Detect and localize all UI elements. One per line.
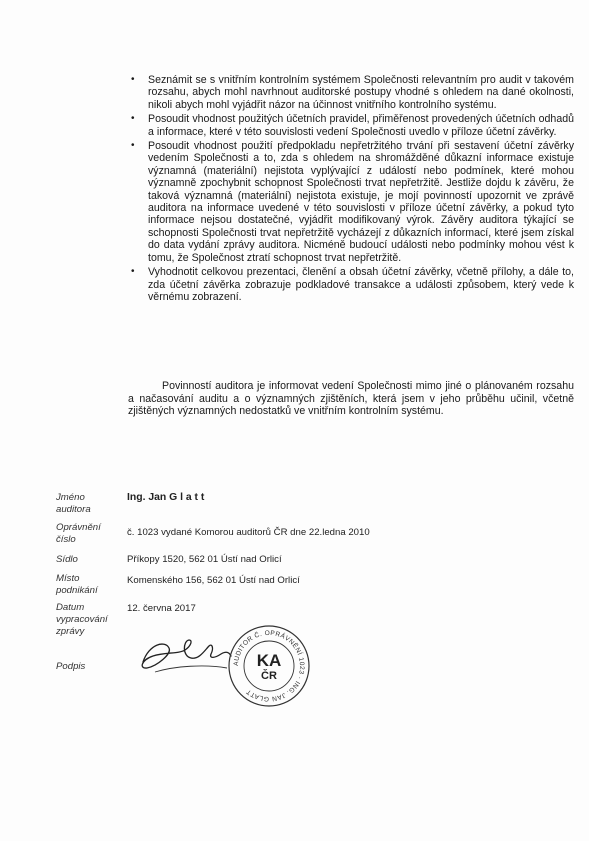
auditor-name-value: Ing. Jan G l a t t: [127, 492, 205, 503]
responsibility-list: [128, 74, 574, 305]
signature-label: Podpis: [56, 661, 86, 672]
list-item: [128, 266, 574, 303]
list-item-text: Posoudit vhodnost použití předpokladu nepřetržitého trvání při sestavení účetní závěrky vedením Společnosti a to, zda s ohledem na shromážděné důkazní informace existuje významná (materiální) nejistota vyplývající z událostí nebo podmínek, které mohou významně zpochybnit schopnost Společnosti trvat nepřetržitě. Jestliže dojdu k závěru, že taková významná (materiální) nejistota existuje, je mojí povinností upozornit ve zprávě auditora na informace uvedené v této souvislosti v příloze účetní závěrky, a pokud tyto informace nejsou dostatečné, vyjádřit modifikovaný výrok. Závěry auditora týkající se schopnosti Společnosti trvat nepřetržitě vycházejí z důkazních informací, které jsem získal do data vydání zprávy auditora. Nicméně budoucí události nebo podmínky mohou vést k tomu, že Společnost ztratí schopnost trvat nepřetržitě.: [148, 140, 574, 264]
bullet-icon: •: [131, 140, 135, 152]
report-date-value: 12. června 2017: [127, 603, 196, 614]
bullet-icon: •: [131, 74, 135, 85]
list-item-text: Vyhodnotit celkovou prezentaci, členění a obsah účetní závěrky, včetně přílohy, a dále to, zda účetní závěrka zobrazuje podkladové transakce a události způsobem, který vede k věrnému zobrazení.: [148, 266, 574, 303]
list-item: [128, 113, 574, 138]
list-item: [128, 140, 574, 264]
stamp-ring-text: AUDITOR Č. OPRÁVNĚNÍ 1023 · ING. JAN GLATT: [232, 629, 306, 703]
list-item: [128, 74, 574, 111]
bullet-icon: •: [131, 113, 135, 125]
handwritten-signature: [135, 632, 235, 678]
stamp-center-bottom: ČR: [261, 670, 277, 682]
stamp-center-top: KA: [256, 651, 282, 670]
seat-value: Příkopy 1520, 562 01 Ústí nad Orlicí: [127, 554, 282, 565]
closing-paragraph: Povinností auditora je informovat vedení Společnosti mimo jiné o plánovaném rozsahu a načasování auditu a o významných zjištěních, která jsem v jeho průběhu učinil, včetně zjištěných významných nedostatků ve vnitřním kontrolním systému.: [128, 380, 574, 418]
seat-label: Sídlo: [56, 554, 78, 565]
list-item-text: Posoudit vhodnost použitých účetních pravidel, přiměřenost provedených účetních odhadů a informace, které v této souvislosti vedení Společnosti uvedlo v příloze účetní závěrky.: [148, 113, 574, 138]
auditor-stamp: [226, 623, 312, 709]
bullet-icon: •: [131, 266, 135, 278]
license-number-label: Oprávnění číslo: [56, 522, 101, 545]
auditor-name-label: Jméno auditora: [56, 492, 91, 515]
list-item-text: Seznámit se s vnitřním kontrolním systémem Společnosti relevantním pro audit v takovém rozsahu, abych mohl navrhnout auditorské postupy vhodné s ohledem na dané okolnosti, nikoli abych mohl vyjádřit názor na účinnost vnitřního kontrolního systému.: [148, 74, 574, 111]
business-place-value: Komenského 156, 562 01 Ústí nad Orlicí: [127, 575, 300, 586]
business-place-label: Místo podnikání: [56, 573, 98, 596]
report-date-label: Datum vypracování zprávy: [56, 602, 108, 637]
license-number-value: č. 1023 vydané Komorou auditorů ČR dne 22.ledna 2010: [127, 527, 370, 538]
